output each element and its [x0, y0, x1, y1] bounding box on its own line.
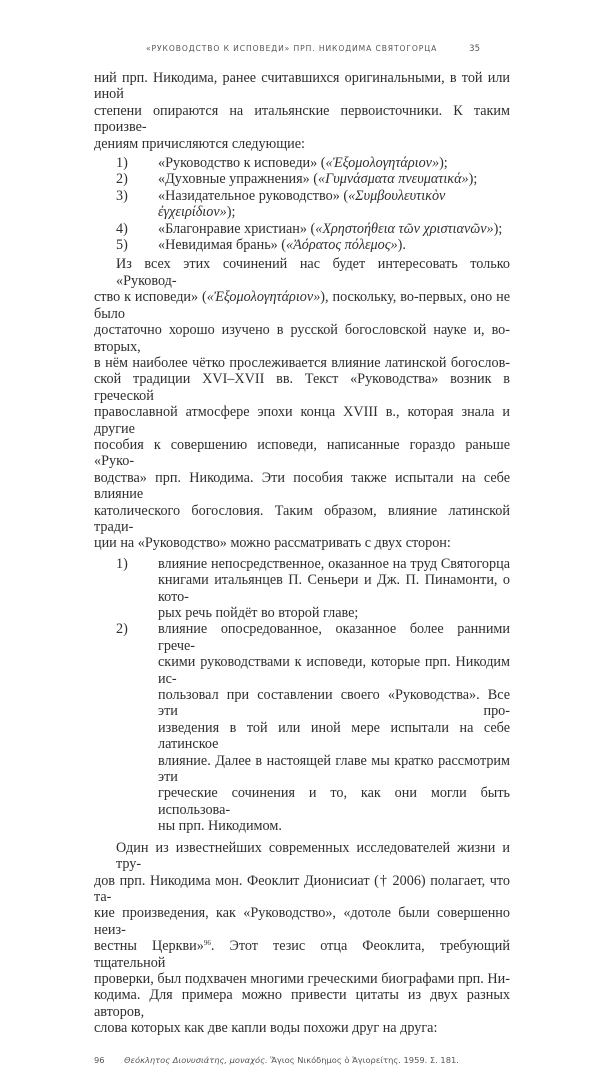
list-text [158, 237, 510, 253]
greek-title: «Γυμνάσματα πνευματικά» [318, 171, 469, 188]
text-line: достаточно хорошо изучено в русской богословской науке и, во-вторых, [94, 322, 510, 355]
text-line: влияние непосредственное, оказанное на труд Святогорца [158, 555, 510, 572]
list-text [158, 556, 510, 622]
text-line: степени опираются на итальянские первоисточники. К таким произве- [94, 102, 510, 136]
page-number: 35 [469, 44, 480, 54]
footnote-number: 96 [94, 1054, 105, 1065]
page-body [94, 70, 510, 1037]
list-text [158, 621, 510, 834]
running-header [94, 44, 510, 58]
text-line: Из всех этих сочинений нас будет интересовать только «Руковод- [116, 256, 510, 289]
paragraph-1 [94, 70, 510, 152]
list-number: 2) [116, 621, 128, 638]
text-line: ской традиции XVI–XVII вв. Текст «Руководства» возник в греческой [94, 371, 510, 404]
punctuation: ); [493, 220, 503, 237]
paragraph-3 [94, 840, 510, 1037]
works-list [94, 155, 510, 253]
text-line: дов прп. Никодима мон. Феоклит Дионисиат († 2006) полагает, что та- [94, 872, 510, 905]
punctuation: ). [397, 237, 406, 254]
text-fragment: . Этот тезис отца Феоклита, требующий тщательной [94, 938, 510, 971]
text-line: ции на «Руководство» можно рассматривать с двух сторон: [94, 535, 451, 552]
punctuation: ); [468, 171, 478, 188]
text-line: книгами итальянцев П. Сеньери и Дж. П. Пинамонти, о кото- [158, 572, 510, 605]
text-line: кодима. Для примера можно привести цитаты из двух разных авторов, [94, 987, 510, 1020]
footnote-source: Ἅγιος Νικόδημος ὁ Ἁγιορείτης. 1959. Σ. 181. [267, 1054, 459, 1065]
russian-title: «Духовные упражнения» ( [158, 171, 319, 188]
list-text [158, 221, 510, 237]
russian-title: «Невидимая брань» ( [158, 237, 287, 254]
text-line: ны прп. Никодимом. [158, 818, 282, 835]
text-line: пользовал при составлении своего «Руководства». Все эти про- [158, 687, 510, 720]
greek-title: «Ἐξομολογητάριον» [206, 289, 321, 306]
greek-title: «Χρηστοήθεια τῶν χριστιανῶν» [315, 220, 494, 237]
list-number: 3) [116, 187, 128, 204]
list-item [94, 556, 510, 622]
text-line: изведения в той или иной мере испытали на себе латинское [158, 719, 510, 753]
text-line: водства» прп. Никодима. Эти пособия также испытали на себе влияние [94, 469, 510, 503]
greek-title: «Ἀόρατος πόλεμος» [286, 237, 398, 254]
list-number: 4) [116, 220, 128, 237]
text-line: пособия к совершению исповеди, написанные гораздо раньше «Руко- [94, 436, 510, 470]
page [94, 0, 510, 1066]
list-text [158, 155, 510, 171]
list-item [94, 221, 510, 237]
text-line [94, 938, 510, 971]
text-line: кие произведения, как «Руководство», «дотоле были совершенно неиз- [94, 905, 510, 938]
greek-title: «Συμβουλευτικὸν ἐγχειρίδιον» [158, 187, 446, 221]
list-item [94, 621, 510, 834]
footnote [94, 1055, 510, 1066]
list-text [158, 188, 510, 221]
russian-title: «Руководство к исповеди» ( [158, 155, 326, 172]
text-line: католического богословия. Таким образом, влияние латинской тради- [94, 502, 510, 535]
text-line: Один из известнейших современных исследователей жизни и тру- [116, 839, 510, 873]
list-number: 1) [116, 555, 128, 572]
list-number: 5) [116, 237, 128, 254]
text-line: проверки, был подхвачен многими греческими биографами прп. Ни- [94, 970, 510, 987]
text-line: дениям причисляются следующие: [94, 135, 305, 152]
text-line [94, 289, 510, 322]
text-line: влияние. Далее в настоящей главе мы кратко рассмотрим эти [158, 752, 510, 786]
text-fragment: вестны Церкви» [94, 938, 204, 955]
list-number: 1) [116, 155, 128, 172]
text-line: скими руководствами к исповеди, которые прп. Никодим ис- [158, 654, 510, 687]
text-line: рых речь пойдёт во второй главе; [158, 605, 359, 621]
list-number: 2) [116, 171, 128, 188]
list-item [94, 155, 510, 171]
paragraph-2 [94, 256, 510, 551]
text-line: слова которых как две капли воды похожи друг на друга: [94, 1020, 438, 1037]
punctuation: ); [439, 155, 448, 172]
text-line: православной атмосфере эпохи конца XVIII в., которая знала и другие [94, 404, 510, 437]
list-text [158, 171, 510, 187]
list-item [94, 188, 510, 221]
russian-title: «Назидательное руководство» ( [158, 187, 349, 204]
footnote-ref[interactable]: 96 [203, 939, 211, 948]
russian-title: «Благонравие христиан» ( [158, 220, 316, 237]
text-line: влияние опосредованное, оказанное более ранними грече- [158, 621, 510, 654]
text-line: ний прп. Никодима, ранее считавшихся оригинальными, в той или иной [94, 70, 510, 103]
text-line: греческие сочинения и то, как они могли быть использова- [158, 785, 510, 818]
text-line: в нём наиболее чётко прослеживается влияние латинской богослов- [94, 354, 510, 371]
text-fragment: ство к исповеди» ( [94, 289, 207, 306]
running-title: «РУКОВОДСТВО К ИСПОВЕДИ» ПРП. НИКОДИМА СВЯТОГОРЦА [146, 44, 438, 53]
influences-list [94, 556, 510, 835]
punctuation: ); [226, 204, 236, 221]
list-item [94, 171, 510, 187]
list-item [94, 237, 510, 253]
text-fragment: ), поскольку, во-первых, оно не было [94, 289, 510, 322]
footnote-author: Θεόκλητος Διονυσιάτης, μοναχός. [124, 1054, 268, 1065]
greek-title: «Ἐξομολογητάριον» [325, 155, 440, 172]
